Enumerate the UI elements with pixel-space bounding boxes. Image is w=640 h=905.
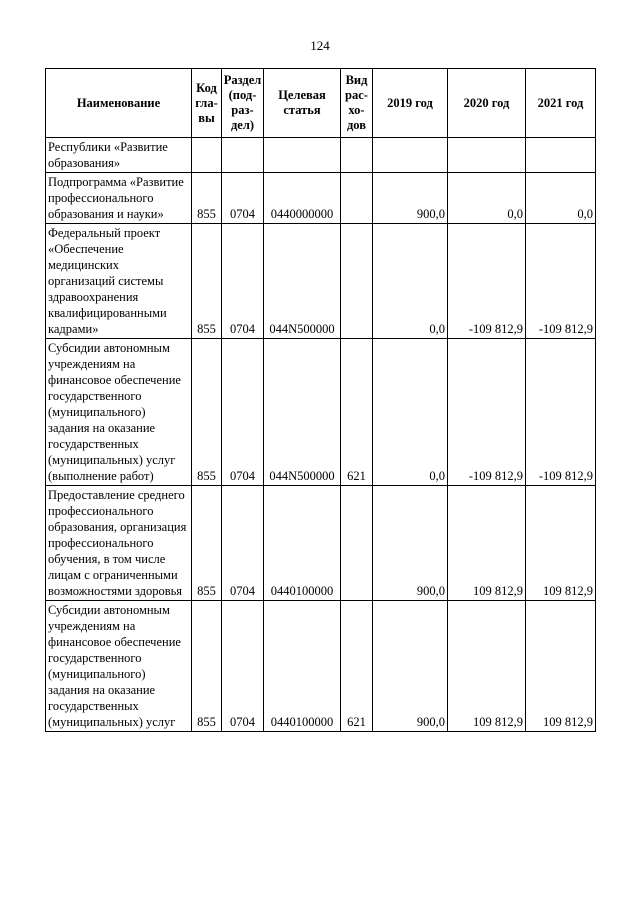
header-name: Наименование [46, 69, 192, 138]
page-number: 124 [310, 38, 330, 53]
header-2021: 2021 год [526, 69, 596, 138]
cell-target-article: 0440100000 [264, 486, 341, 601]
cell-2019: 0,0 [373, 339, 448, 486]
cell-2020: -109 812,9 [448, 339, 526, 486]
cell-section: 0704 [222, 339, 264, 486]
table-row [46, 224, 596, 339]
table-row [46, 138, 596, 173]
cell-name: Федеральный проект «Обеспечение медицинских организаций системы здравоохранения квалифицированными кадрами» [46, 224, 192, 339]
cell-2019: 0,0 [373, 224, 448, 339]
cell-chapter-code: 855 [192, 224, 222, 339]
cell-2021: -109 812,9 [526, 339, 596, 486]
cell-2019: 900,0 [373, 601, 448, 732]
cell-target-article: 044N500000 [264, 224, 341, 339]
cell-section: 0704 [222, 173, 264, 224]
cell-2020: -109 812,9 [448, 224, 526, 339]
cell-2021: 0,0 [526, 173, 596, 224]
cell-expense-type [341, 173, 373, 224]
table-row [46, 601, 596, 732]
cell-target-article: 0440000000 [264, 173, 341, 224]
cell-target-article [264, 138, 341, 173]
cell-2021: 109 812,9 [526, 601, 596, 732]
cell-2021: -109 812,9 [526, 224, 596, 339]
cell-section [222, 138, 264, 173]
cell-2019: 900,0 [373, 486, 448, 601]
cell-expense-type: 621 [341, 339, 373, 486]
header-row [46, 69, 596, 138]
cell-2019 [373, 138, 448, 173]
cell-expense-type [341, 224, 373, 339]
budget-table [45, 68, 596, 732]
cell-expense-type [341, 486, 373, 601]
cell-2020: 109 812,9 [448, 601, 526, 732]
header-2020: 2020 год [448, 69, 526, 138]
cell-target-article: 0440100000 [264, 601, 341, 732]
header-section: Раздел (под- раз- дел) [222, 69, 264, 138]
table-row [46, 339, 596, 486]
cell-section: 0704 [222, 601, 264, 732]
cell-2020: 0,0 [448, 173, 526, 224]
cell-2021: 109 812,9 [526, 486, 596, 601]
cell-section: 0704 [222, 224, 264, 339]
cell-2020 [448, 138, 526, 173]
cell-2019: 900,0 [373, 173, 448, 224]
cell-name: Подпрограмма «Развитие профессионального образования и науки» [46, 173, 192, 224]
cell-2020: 109 812,9 [448, 486, 526, 601]
cell-section: 0704 [222, 486, 264, 601]
table-row [46, 173, 596, 224]
cell-chapter-code: 855 [192, 601, 222, 732]
header-2019: 2019 год [373, 69, 448, 138]
cell-name: Субсидии автономным учреждениям на финансовое обеспечение государственного (муниципального) задания на оказание государственных (муниципальных) услуг [46, 601, 192, 732]
cell-chapter-code [192, 138, 222, 173]
cell-target-article: 044N500000 [264, 339, 341, 486]
cell-chapter-code: 855 [192, 339, 222, 486]
header-expense-type: Вид рас- хо- дов [341, 69, 373, 138]
cell-name: Субсидии автономным учреждениям на финансовое обеспечение государственного (муниципального) задания на оказание государственных (муниципальных) услуг (выполнение работ) [46, 339, 192, 486]
cell-chapter-code: 855 [192, 173, 222, 224]
table-row [46, 486, 596, 601]
cell-expense-type [341, 138, 373, 173]
cell-name: Предоставление среднего профессионального образования, организация профессионального обучения, в том числе лицам с ограниченными возможностями здоровья [46, 486, 192, 601]
cell-2021 [526, 138, 596, 173]
header-chapter-code: Код гла- вы [192, 69, 222, 138]
cell-chapter-code: 855 [192, 486, 222, 601]
cell-name: Республики «Развитие образования» [46, 138, 192, 173]
cell-expense-type: 621 [341, 601, 373, 732]
header-target-article: Целевая статья [264, 69, 341, 138]
